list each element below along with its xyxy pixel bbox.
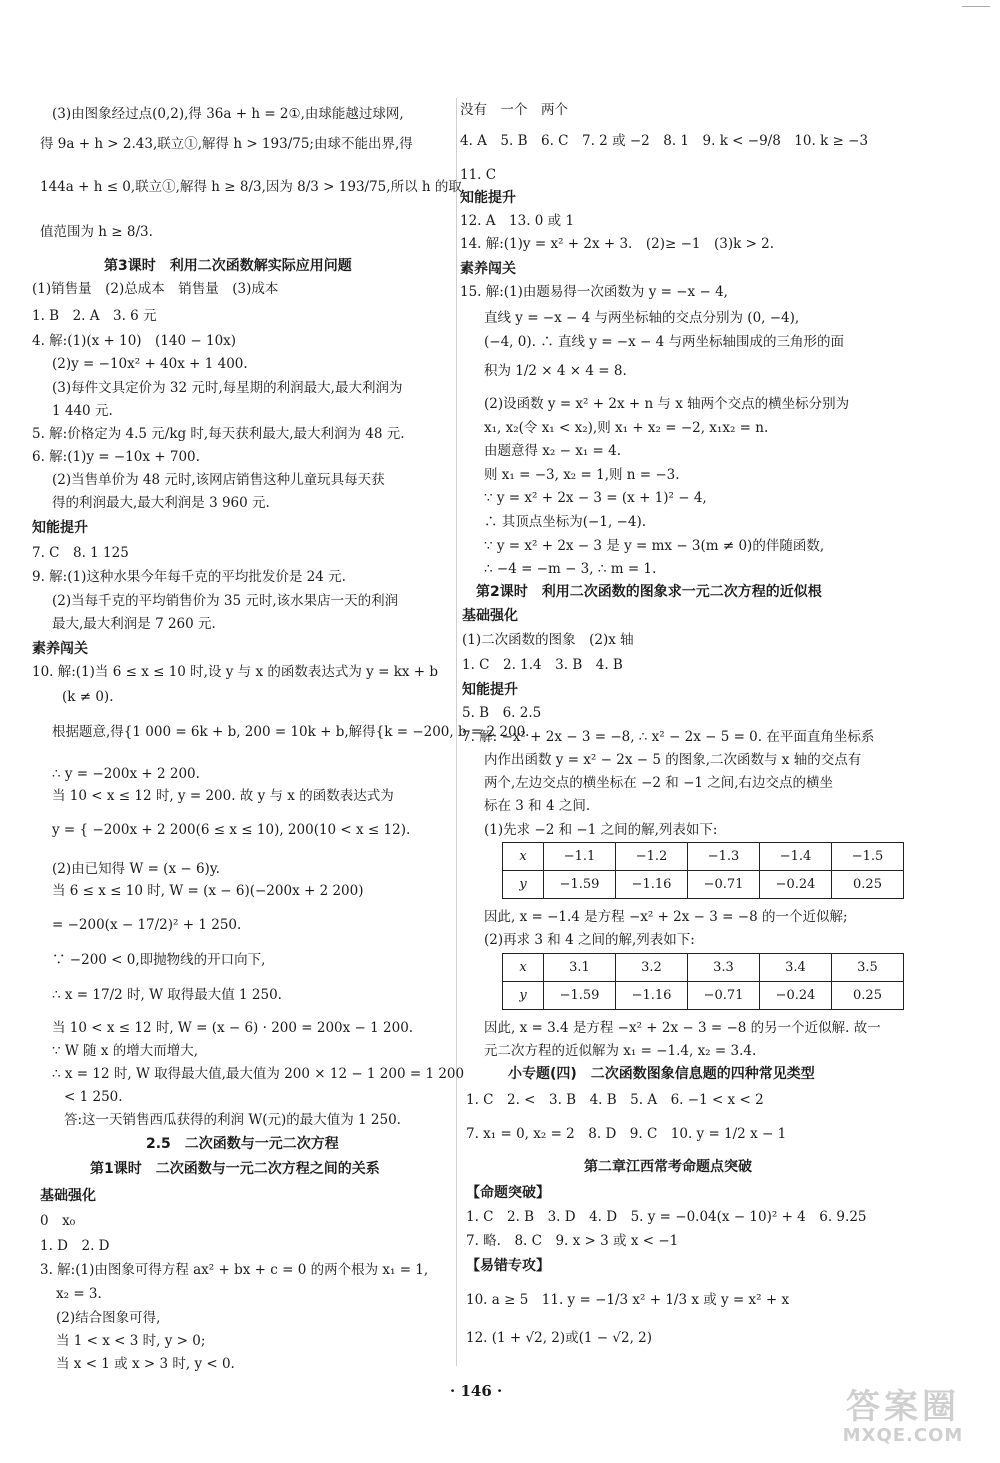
text-line: ∴ x = 12 时, W 取得最大值,最大值为 200 × 12 − 1 200 = 1 200 bbox=[52, 1066, 465, 1082]
table-cell: 3.5 bbox=[832, 954, 904, 982]
page-number: · 146 · bbox=[450, 1382, 503, 1400]
text-line: ∴ x = 17/2 时, W 取得最大值 1 250. bbox=[52, 987, 282, 1003]
text-line: 得的利润最大,最大利润是 3 960 元. bbox=[52, 495, 270, 511]
value-table-2 bbox=[502, 953, 904, 1010]
table-cell: 0.25 bbox=[832, 871, 904, 899]
section-title: 第1课时 二次函数与一元二次方程之间的关系 bbox=[90, 1161, 380, 1177]
table-cell: 3.1 bbox=[544, 954, 616, 982]
text-line: ∴ 其顶点坐标为(−1, −4). bbox=[484, 514, 646, 530]
subsection-heading: 素养闯关 bbox=[32, 641, 88, 657]
table-row bbox=[503, 871, 904, 899]
text-line: (2)当售单价为 48 元时,该网店销售这种儿童玩具每天获 bbox=[52, 472, 385, 488]
text-line: 5. 解:价格定为 4.5 元/kg 时,每天获利最大,最大利润为 48 元. bbox=[32, 426, 405, 442]
text-line: 两个,左边交点的横坐标在 −2 和 −1 之间,右边交点的横坐 bbox=[484, 775, 834, 791]
text-line: 4. 解:(1)(x + 10) (140 − 10x) bbox=[32, 333, 237, 349]
subsection-heading: 素养闯关 bbox=[460, 261, 516, 277]
text-line: 1. D 2. D bbox=[40, 1238, 110, 1254]
text-line: 1. B 2. A 3. 6 元 bbox=[32, 308, 157, 324]
text-line: (2)当每千克的平均销售价为 35 元时,该水果店一天的利润 bbox=[52, 593, 399, 609]
text-line: 元二次方程的近似解为 x₁ = −1.4, x₂ = 3.4. bbox=[484, 1043, 757, 1059]
text-line: 1. C 2. B 3. D 4. D 5. y = −0.04(x − 10)² + 4 6. 9.25 bbox=[466, 1209, 867, 1225]
section-title: 第3课时 利用二次函数解实际应用问题 bbox=[104, 258, 352, 274]
text-line: x₁, x₂(令 x₁ < x₂),则 x₁ + x₂ = −2, x₁x₂ = n. bbox=[484, 420, 769, 436]
text-line: 7. C 8. 1 125 bbox=[32, 545, 129, 561]
section-title: 小专题(四) 二次函数图象信息题的四种常见类型 bbox=[508, 1066, 815, 1082]
text-line: 当 10 < x ≤ 12 时, W = (x − 6) · 200 = 200x − 1 200. bbox=[52, 1020, 414, 1036]
table-cell: −1.3 bbox=[688, 843, 760, 871]
text-line: (2)设函数 y = x² + 2x + n 与 x 轴两个交点的横坐标分别为 bbox=[484, 396, 850, 412]
table-cell: −1.2 bbox=[616, 843, 688, 871]
table-cell: −1.16 bbox=[616, 871, 688, 899]
table-cell: x bbox=[503, 954, 544, 982]
subsection-heading: 基础强化 bbox=[40, 1188, 96, 1204]
text-line: 标在 3 和 4 之间. bbox=[484, 798, 591, 814]
text-line: = −200(x − 17/2)² + 1 250. bbox=[52, 917, 242, 933]
watermark-url: MXQE.COM bbox=[842, 1425, 964, 1446]
text-line: (2)y = −10x² + 40x + 1 400. bbox=[52, 356, 248, 372]
text-line: 4. A 5. B 6. C 7. 2 或 −2 8. 1 9. k < −9/8 10. k ≥ −3 bbox=[460, 133, 869, 149]
table-cell: −0.24 bbox=[760, 871, 832, 899]
text-line: 9. 解:(1)这种水果今年每千克的平均批发价是 24 元. bbox=[32, 569, 346, 585]
text-line: 7. x₁ = 0, x₂ = 2 8. D 9. C 10. y = 1/2 x − 1 bbox=[466, 1126, 787, 1142]
text-line: 7. 略. 8. C 9. x > 3 或 x < −1 bbox=[466, 1233, 679, 1249]
subsection-heading: 知能提升 bbox=[462, 682, 518, 698]
table-row bbox=[503, 954, 904, 982]
text-line: 得 9a + h > 2.43,联立①,解得 h > 193/75;由球不能出界,得 bbox=[40, 136, 413, 152]
subsection-heading: 知能提升 bbox=[32, 520, 88, 536]
text-line: 3. 解:(1)由图象可得方程 ax² + bx + c = 0 的两个根为 x₁ = 1, bbox=[40, 1262, 429, 1278]
table-cell: 3.3 bbox=[688, 954, 760, 982]
text-line: 值范围为 h ≥ 8/3. bbox=[40, 224, 153, 240]
subsection-heading: 知能提升 bbox=[460, 190, 516, 206]
text-line: 根据题意,得{1 000 = 6k + b, 200 = 10k + b,解得{k = −200, b = 2 200. bbox=[52, 724, 530, 740]
text-line: (1)二次函数的图象 (2)x 轴 bbox=[462, 632, 634, 648]
section-title: 第2课时 利用二次函数的图象求一元二次方程的近似根 bbox=[476, 584, 822, 600]
section-title: 第二章江西常考命题点突破 bbox=[584, 1159, 752, 1175]
table-cell: −1.59 bbox=[544, 871, 616, 899]
text-line: 答:这一天销售西瓜获得的利润 W(元)的最大值为 1 250. bbox=[64, 1112, 401, 1128]
text-line: 12. A 13. 0 或 1 bbox=[460, 213, 575, 229]
text-line: 则 x₁ = −3, x₂ = 1,则 n = −3. bbox=[484, 467, 680, 483]
text-line: (2)再求 3 和 4 之间的解,列表如下: bbox=[484, 932, 695, 948]
text-line: 最大,最大利润是 7 260 元. bbox=[52, 616, 216, 632]
text-line: 10. 解:(1)当 6 ≤ x ≤ 10 时,设 y 与 x 的函数表达式为 y = kx + b bbox=[32, 664, 439, 680]
text-line: 14. 解:(1)y = x² + 2x + 3. (2)≥ −1 (3)k > 2. bbox=[460, 236, 775, 252]
text-line: y = { −200x + 2 200(6 ≤ x ≤ 10), 200(10 < x ≤ 12). bbox=[52, 822, 411, 838]
text-line: 由题意得 x₂ − x₁ = 4. bbox=[484, 443, 622, 459]
text-line: 内作出函数 y = x² − 2x − 5 的图象,二次函数与 x 轴的交点有 bbox=[484, 752, 862, 768]
table-cell: −1.59 bbox=[544, 982, 616, 1010]
text-line: (−4, 0). ∴ 直线 y = −x − 4 与两坐标轴围成的三角形的面 bbox=[484, 334, 844, 350]
text-line: 5. B 6. 2.5 bbox=[462, 705, 542, 721]
text-line: ∴ −4 = −m − 3, ∴ m = 1. bbox=[484, 561, 657, 577]
table-cell: −1.5 bbox=[832, 843, 904, 871]
section-title: 2.5 二次函数与一元二次方程 bbox=[146, 1136, 339, 1152]
text-line: 7. 解: −x² + 2x − 3 = −8, ∴ x² − 2x − 5 = 0. 在平面直角坐标系 bbox=[462, 729, 875, 745]
table-cell: 3.4 bbox=[760, 954, 832, 982]
text-line: ∵ y = x² + 2x − 3 = (x + 1)² − 4, bbox=[484, 490, 707, 506]
table-cell: 3.2 bbox=[616, 954, 688, 982]
table-cell: −1.16 bbox=[616, 982, 688, 1010]
table-row bbox=[503, 982, 904, 1010]
text-line: ∵ y = x² + 2x − 3 是 y = mx − 3(m ≠ 0)的伴随函数, bbox=[484, 538, 825, 554]
text-line: (3)由图象经过点(0,2),得 36a + h = 2①,由球能越过球网, bbox=[52, 106, 404, 122]
watermark-logo bbox=[828, 1388, 978, 1450]
watermark-text: 答案圈 bbox=[846, 1387, 960, 1427]
subsection-heading: 【命题突破】 bbox=[466, 1185, 550, 1201]
table-row bbox=[503, 843, 904, 871]
text-line: 1 440 元. bbox=[52, 403, 113, 419]
subsection-heading: 【易错专攻】 bbox=[466, 1258, 550, 1274]
table-cell: −1.4 bbox=[760, 843, 832, 871]
value-table-1 bbox=[502, 842, 904, 899]
table-cell: −0.71 bbox=[688, 982, 760, 1010]
text-line: (k ≠ 0). bbox=[62, 689, 114, 705]
text-line: 积为 1/2 × 4 × 4 = 8. bbox=[484, 363, 627, 379]
text-line: 当 1 < x < 3 时, y > 0; bbox=[56, 1333, 206, 1349]
table-cell: −0.24 bbox=[760, 982, 832, 1010]
table-cell: x bbox=[503, 843, 544, 871]
text-line: (2)由已知得 W = (x − 6)y. bbox=[52, 861, 220, 877]
text-line: 1. C 2. < 3. B 4. B 5. A 6. −1 < x < 2 bbox=[466, 1092, 764, 1108]
text-line: 当 10 < x ≤ 12 时, y = 200. 故 y 与 x 的函数表达式为 bbox=[52, 788, 394, 804]
text-line: ∴ y = −200x + 2 200. bbox=[52, 766, 200, 782]
text-line: 没有 一个 两个 bbox=[460, 102, 568, 118]
table-cell: −1.1 bbox=[544, 843, 616, 871]
text-line: 因此, x = −1.4 是方程 −x² + 2x − 3 = −8 的一个近似解; bbox=[484, 909, 848, 925]
text-line: (1)先求 −2 和 −1 之间的解,列表如下: bbox=[484, 822, 718, 838]
table-cell: −0.71 bbox=[688, 871, 760, 899]
text-line: x₂ = 3. bbox=[56, 1286, 102, 1302]
text-line: 11. C bbox=[460, 167, 497, 183]
text-line: 当 x < 1 或 x > 3 时, y < 0. bbox=[56, 1356, 235, 1372]
text-line: (1)销售量 (2)总成本 销售量 (3)成本 bbox=[32, 281, 279, 297]
text-line: 当 6 ≤ x ≤ 10 时, W = (x − 6)(−200x + 2 200) bbox=[52, 883, 364, 899]
text-line: ∵ W 随 x 的增大而增大, bbox=[52, 1043, 199, 1059]
text-line: 6. 解:(1)y = −10x + 700. bbox=[32, 449, 200, 465]
subsection-heading: 基础强化 bbox=[462, 608, 518, 624]
table-cell: y bbox=[503, 982, 544, 1010]
text-line: 0 x₀ bbox=[40, 1213, 76, 1229]
text-line: 144a + h ≤ 0,联立①,解得 h ≥ 8/3,因为 8/3 > 193/75,所以 h 的取 bbox=[40, 179, 462, 195]
text-line: (3)每件文具定价为 32 元时,每星期的利润最大,最大利润为 bbox=[52, 380, 403, 396]
text-line: ∵ −200 < 0,即抛物线的开口向下, bbox=[52, 952, 266, 968]
text-line: 10. a ≥ 5 11. y = −1/3 x² + 1/3 x 或 y = x² + x bbox=[466, 1292, 790, 1308]
text-line: 因此, x = 3.4 是方程 −x² + 2x − 3 = −8 的另一个近似解. 故一 bbox=[484, 1020, 881, 1036]
text-line: (2)结合图象可得, bbox=[56, 1310, 161, 1326]
table-cell: 0.25 bbox=[832, 982, 904, 1010]
text-line: 12. (1 + √2, 2)或(1 − √2, 2) bbox=[466, 1330, 653, 1346]
text-line: 1. C 2. 1.4 3. B 4. B bbox=[462, 657, 623, 673]
text-line: 直线 y = −x − 4 与两坐标轴的交点分别为 (0, −4), bbox=[484, 310, 800, 326]
text-line: < 1 250. bbox=[64, 1089, 123, 1105]
table-cell: y bbox=[503, 871, 544, 899]
top-edge-mark bbox=[962, 0, 990, 7]
text-line: 15. 解:(1)由题易得一次函数为 y = −x − 4, bbox=[460, 284, 728, 300]
